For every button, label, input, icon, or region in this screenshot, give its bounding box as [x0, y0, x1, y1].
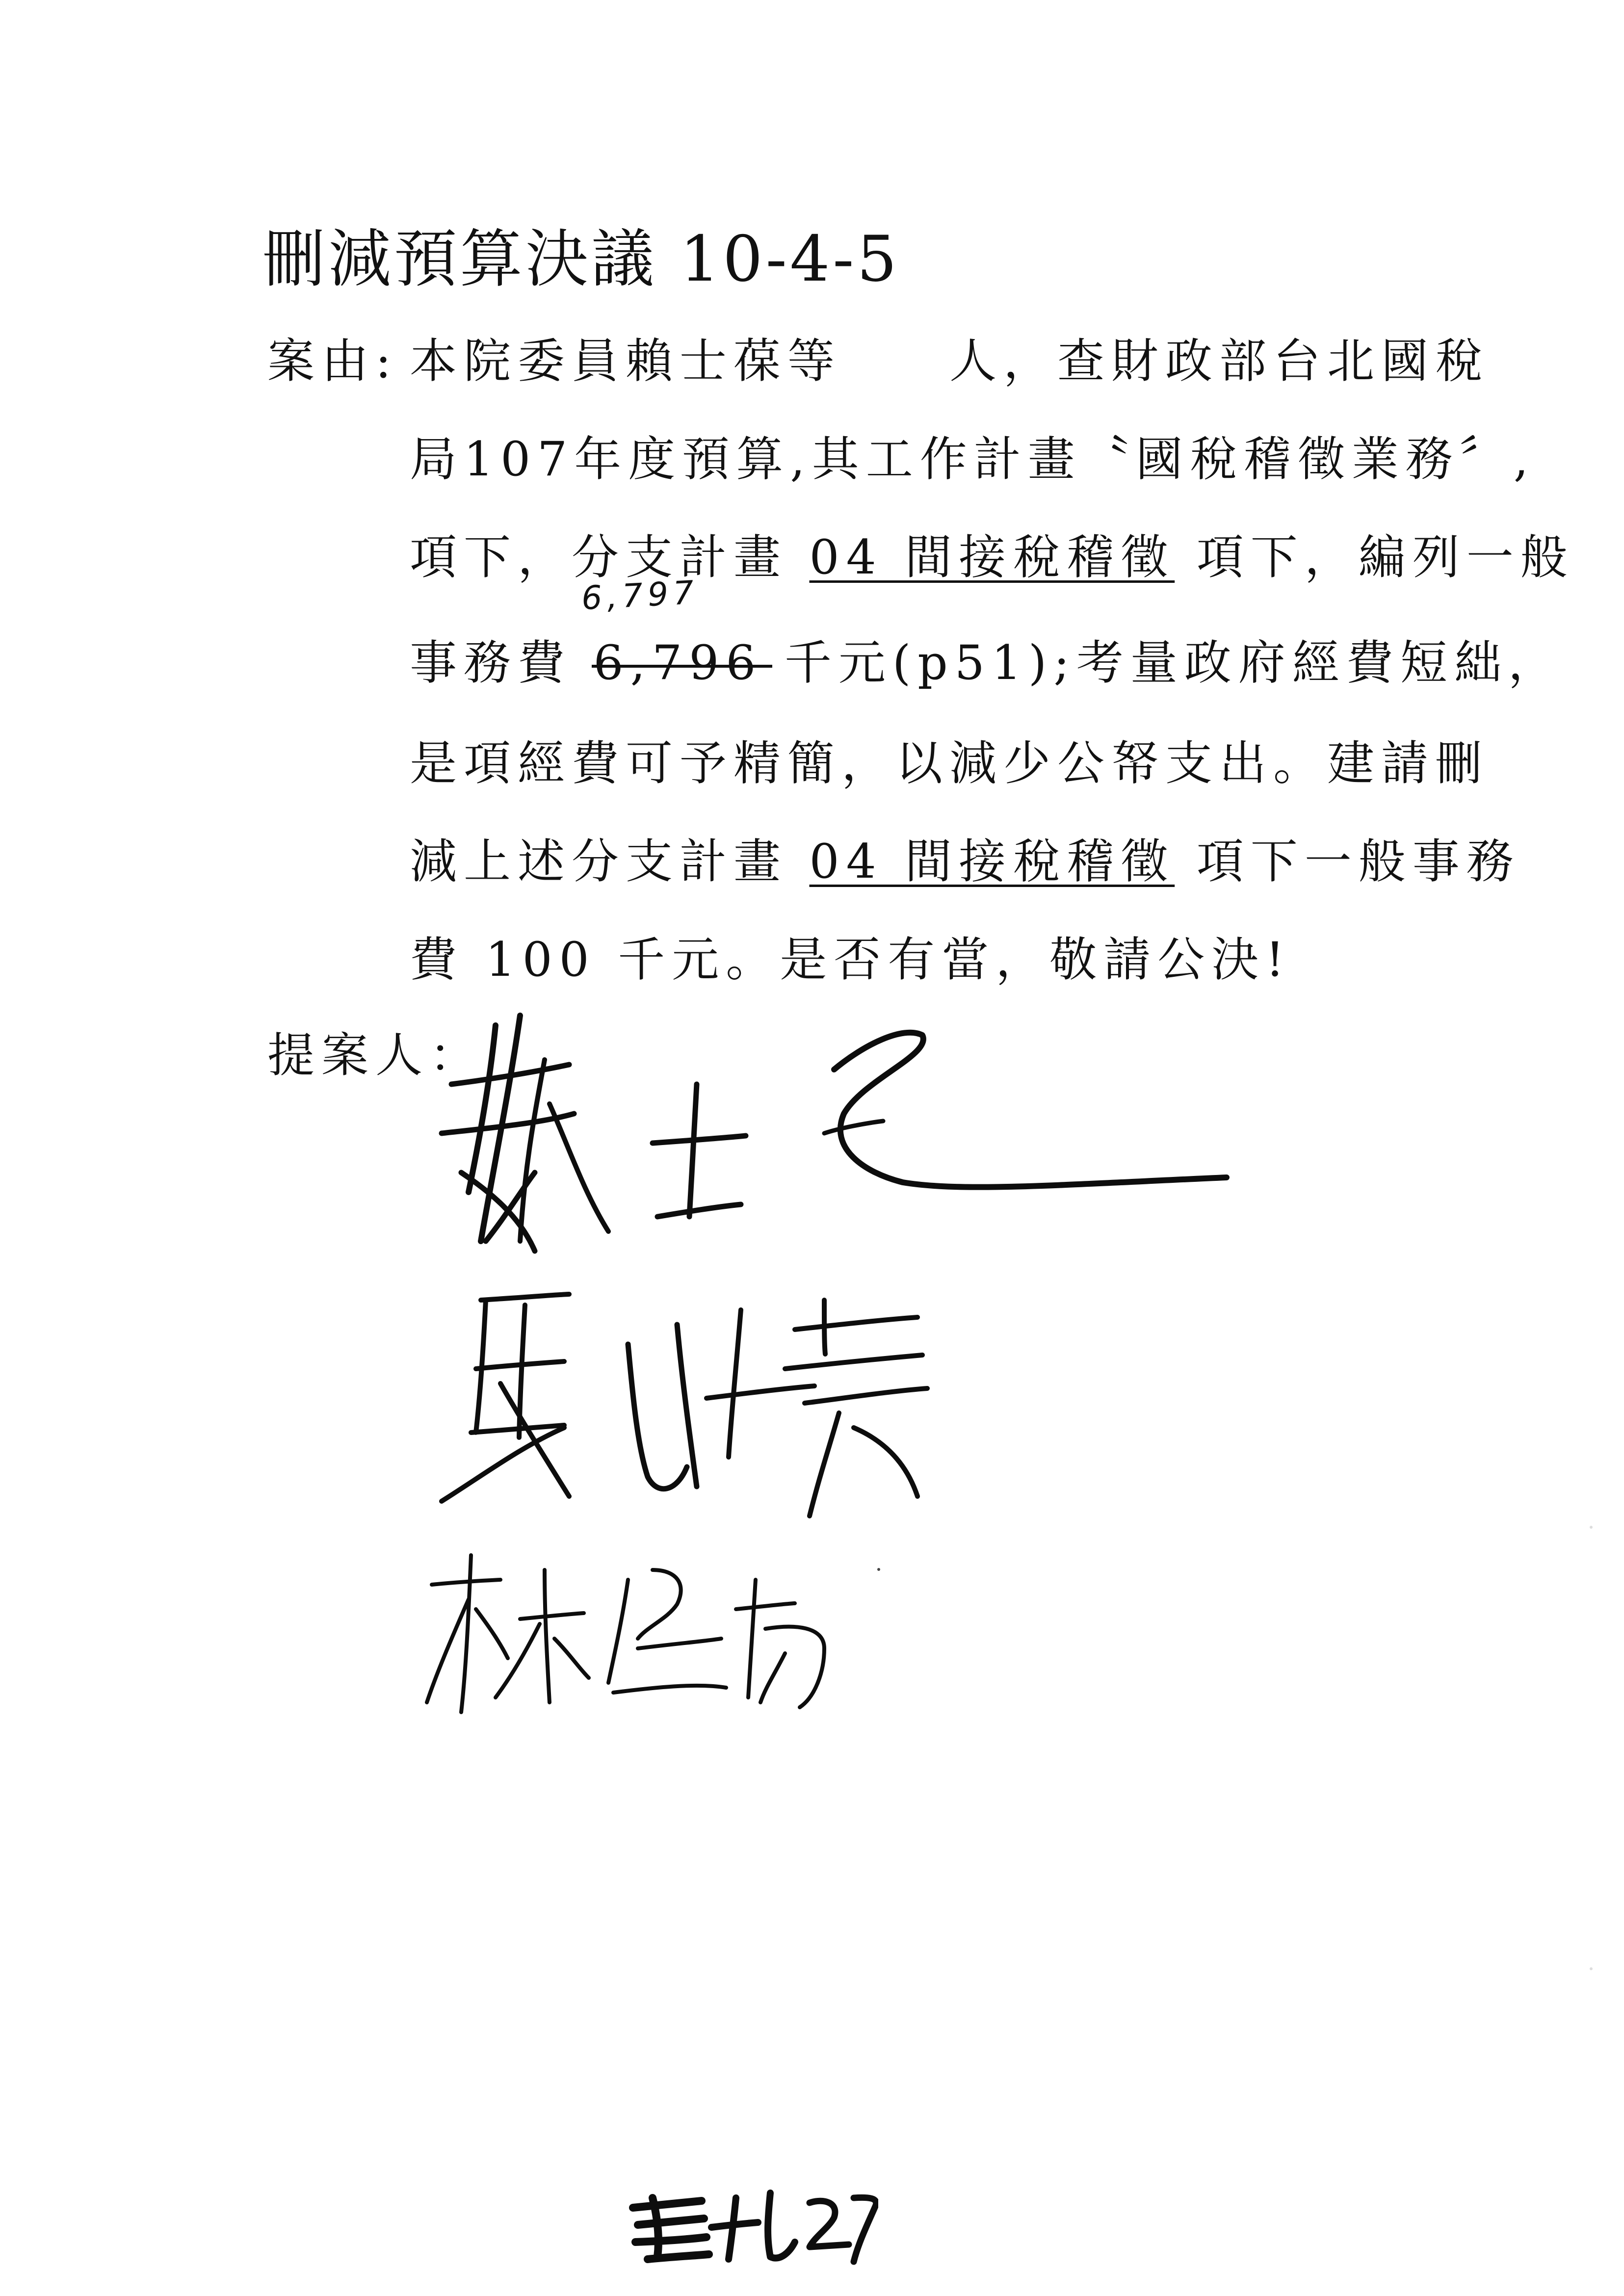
line-3-prefix: 項下，分支計畫	[410, 530, 787, 585]
scan-speck	[1590, 1526, 1593, 1529]
signature-3	[422, 1540, 864, 1727]
line-6-prefix: 減上述分支計畫	[410, 834, 787, 889]
line-6-suffix: 項下一般事務	[1196, 834, 1520, 889]
line-3-suffix: 項下，編列一般	[1196, 530, 1574, 585]
scan-speck	[1590, 1967, 1593, 1970]
program-name-underlined-2: 04 間接稅稽徵	[809, 834, 1175, 889]
reason-label: 案由:	[267, 334, 398, 389]
line-4-prefix: 事務費	[410, 635, 572, 690]
reason-line-5: 是項經費可予精簡，以減少公帑支出。建請刪	[410, 736, 1489, 791]
reason-line-4	[410, 626, 1562, 693]
reason-line-1: 本院委員賴士葆等 人，查財政部台北國稅	[410, 334, 1489, 389]
reason-line-7: 費 100 千元。是否有當，敬請公決!	[410, 932, 1291, 987]
reason-line-2: 局107年度預算,其工作計畫〝國稅稽徵業務〞,	[410, 432, 1536, 487]
handwritten-stamp	[623, 2178, 878, 2267]
reason-line-3	[410, 520, 1574, 587]
struck-amount: 6,796	[593, 635, 763, 690]
handwritten-correction: 6,797	[580, 573, 700, 618]
signature-1	[422, 986, 1256, 1290]
document-title: 刪減預算決議 10-4-5	[262, 223, 900, 296]
reason-line-6	[410, 824, 1520, 891]
line-4-suffix: 千元(p51);考量政府經費短絀，	[784, 635, 1562, 690]
scan-speck	[877, 1568, 880, 1571]
program-name-underlined: 04 間接稅稽徵	[809, 530, 1175, 585]
signature-2	[422, 1271, 986, 1545]
proposer-label: 提案人：	[267, 1028, 483, 1083]
